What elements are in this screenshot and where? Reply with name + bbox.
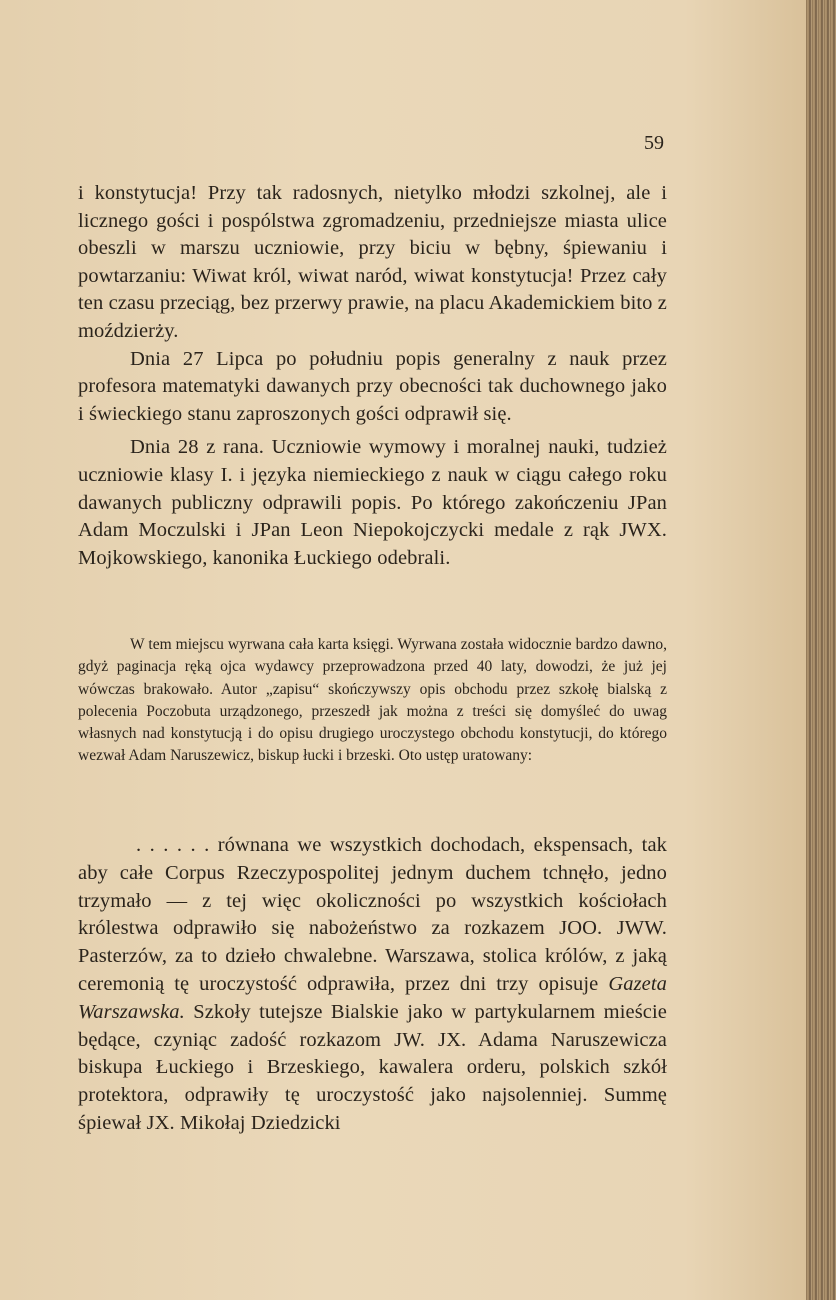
quote-part-2: Szkoły tutejsze Bialskie jako w partykularnem mieście będące, czyniąc zadość rozkazom JW. JX. Adama Naruszewicza biskupa Łuckiego i Brzeskiego, kawalera orderu, polskich szkół protektora, odprawiły tę uroczystość jako najsolenniej. Summę śpiewał JX. Mikołaj Dziedzicki [78,1000,667,1134]
editor-note [78,634,667,768]
quote-italic-title: Gazeta Warszawska. [78,972,667,1023]
editor-note-text: W tem miejscu wyrwana cała karta księgi. Wyrwana została widocznie bardzo dawno, gdyż paginacja ręką ojca wydawcy przeprowadzona przed 40 laty, dowodzi, że już jej wówczas brakowało. Autor „zapisu“ skończywszy opis obchodu przez szkołę bialską z polecenia Poczobuta urządzonego, przeszedł jak można z treści się domyśleć do uwag własnych nad konstytucją i do opisu drugiego uroczystego obchodu konstytucji, do którego wezwał Adam Naruszewicz, biskup łucki i brzeski. Oto ustęp uratowany: [78,636,667,765]
quote-part-1: . . . . . . równana we wszystkich dochodach, ekspensach, tak aby całe Corpus Rzeczypospolitej jednym duchem tchnęło, jedno trzymało — z tej więc okoliczności po wszystkich kościołach królestwa odprawiło się nabożeństwo za rozkazem JOO. JWW. Pasterzów, za to dzieło chwalebne. Warszawa, stolica królów, z jaką ceremonią tę uroczystość odprawiła, przez dni trzy opisuje [78,834,667,995]
paragraph-2: Dnia 27 Lipca po południu popis generalny z nauk przez profesora matematyki dawanych przy obecności tak duchownego jako i świeckiego stanu zaproszonych gości odprawił się. [78,347,667,425]
main-text [78,180,667,572]
paragraph-3: Dnia 28 z rana. Uczniowie wymowy i moralnej nauki, tudzież uczniowie klasy I. i języka niemieckiego z nauk w ciągu całego roku dawanych publiczny odprawili popis. Po którego zakończeniu JPan Adam Moczulski i JPan Leon Niepokojczycki medale z rąk JWX. Mojkowskiego, kanonika Łuckiego odebrali. [78,436,667,569]
quoted-passage-text [78,832,667,1138]
quoted-passage [78,832,667,1138]
paragraph-1: i konstytucja! Przy tak radosnych, nietylko młodzi szkolnej, ale i licznego gości i pospólstwa zgromadzeniu, przedniejsze miasta ulice obeszli w marszu uczniowie, przy biciu w bębny, śpiewaniu i powtarzaniu: Wiwat król, wiwat naród, wiwat konstytucja! Przez cały ten czasu przeciąg, bez przerwy prawie, na placu Akademickiem bito z moździerży. [78,182,667,342]
page-number: 59 [644,132,664,154]
page-edge [806,0,836,1300]
